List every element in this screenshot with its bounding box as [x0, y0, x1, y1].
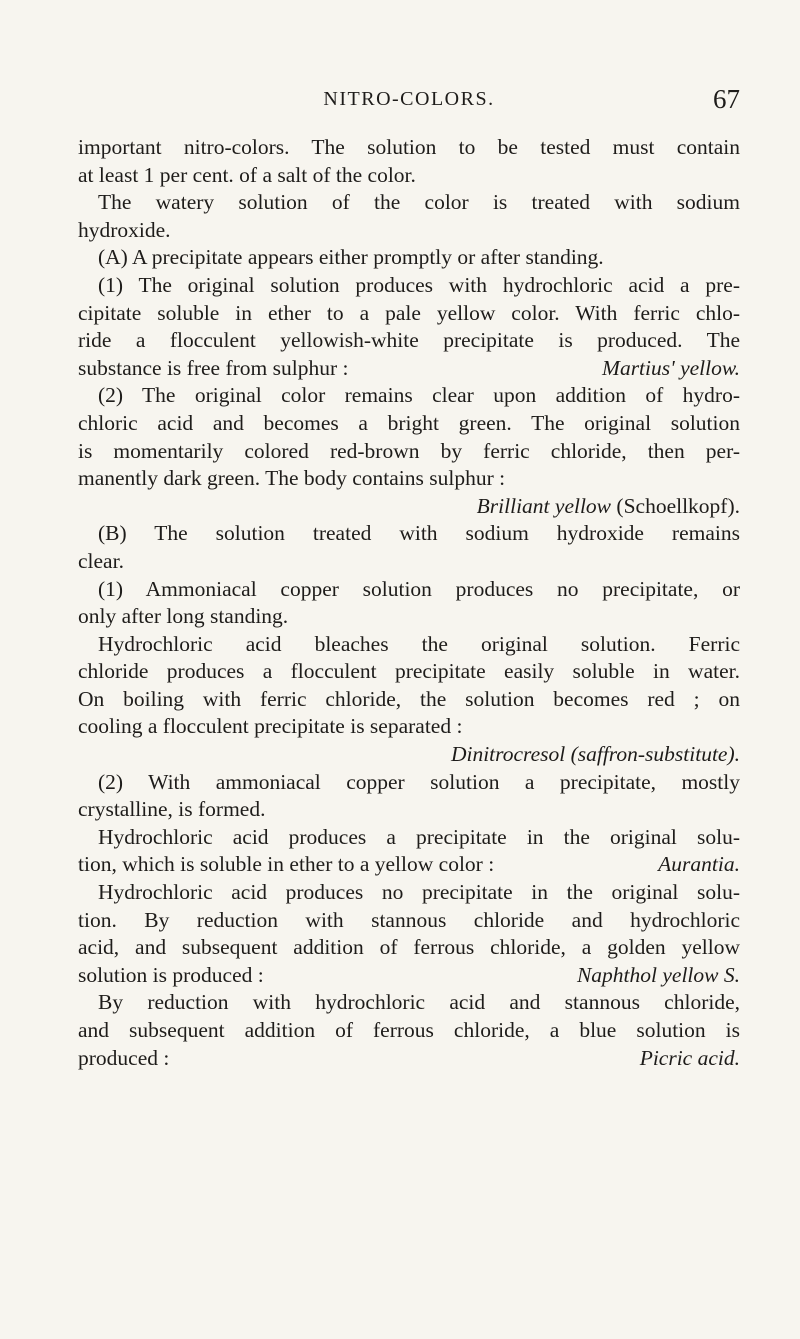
running-head: NITRO-COLORS.	[323, 88, 495, 110]
text-span: solution is produced :	[78, 962, 264, 987]
text-line: On boiling with ferric chloride, the solution becomes red ; on	[78, 686, 740, 711]
text-line: (1) Ammoniacal copper solution produces no precipitate, or	[98, 576, 740, 601]
text-span: substance is free from sulphur :	[78, 355, 349, 380]
text-line	[78, 1045, 740, 1073]
text-line: (2) With ammoniacal copper solution a precipitate, mostly	[98, 769, 740, 794]
text-line: chloride produces a flocculent precipitate easily soluble in water.	[78, 659, 740, 684]
text-line: (2) The original color remains clear upon addition of hydro-	[98, 383, 740, 408]
text-line	[78, 741, 740, 769]
text-span: (Schoellkopf).	[611, 493, 740, 518]
text-line: ride a flocculent yellowish-white precipitate is produced. The	[78, 328, 740, 353]
page-header	[78, 86, 740, 122]
color-name: Aurantia.	[658, 852, 740, 877]
text-line: Hydrochloric acid produces a precipitate in the original solu-	[98, 824, 740, 849]
text-line: only after long standing.	[78, 604, 289, 629]
text-span: tion, which is soluble in ether to a yellow color :	[78, 852, 495, 877]
text-line: important nitro-colors. The solution to be tested must contain	[78, 135, 740, 159]
text-line: manently dark green. The body contains sulphur :	[78, 466, 506, 491]
text-line: cooling a flocculent precipitate is separated :	[78, 714, 463, 739]
text-line	[78, 851, 740, 879]
text-line: Hydrochloric acid produces no precipitate in the original solu-	[98, 880, 740, 905]
text-line: cipitate soluble in ether to a pale yellow color. With ferric chlo-	[78, 300, 740, 325]
text-line	[78, 355, 740, 383]
text-line: chloric acid and becomes a bright green. The original solution	[78, 410, 740, 435]
text-span: produced :	[78, 1045, 170, 1070]
text-line: is momentarily colored red-brown by ferric chloride, then per-	[78, 438, 740, 463]
text-line	[78, 493, 740, 521]
text-line: crystalline, is formed.	[78, 797, 266, 822]
color-name: Dinitrocresol (saffron-substitute).	[450, 742, 740, 767]
text-line: tion. By reduction with stannous chloride and hydrochloric	[78, 907, 740, 932]
page-number: 67	[713, 84, 740, 114]
color-name: Naphthol yellow S.	[576, 962, 740, 987]
color-name: Martius' yellow.	[602, 355, 740, 380]
text-line	[78, 962, 740, 990]
text-line: and subsequent addition of ferrous chloride, a blue solution is	[78, 1018, 740, 1042]
color-name: Brilliant yellow	[476, 493, 612, 518]
text-line: hydroxide.	[78, 217, 171, 242]
text-line: Hydrochloric acid bleaches the original solution. Ferric	[98, 631, 740, 656]
text-line: clear.	[78, 548, 124, 573]
text-line: The watery solution of the color is treated with sodium	[98, 190, 740, 215]
text-line: at least 1 per cent. of a salt of the color.	[78, 162, 416, 187]
text-line: By reduction with hydrochloric acid and stannous chloride,	[98, 990, 740, 1015]
text-line: (A) A precipitate appears either promptly or after standing.	[98, 245, 604, 270]
text-line: (1) The original solution produces with hydrochloric acid a pre-	[98, 272, 740, 297]
text-line: (B) The solution treated with sodium hydroxide remains	[98, 521, 740, 546]
body-text	[78, 134, 740, 1072]
text-line: acid, and subsequent addition of ferrous chloride, a golden yellow	[78, 935, 740, 960]
color-name: Picric acid.	[639, 1045, 740, 1070]
